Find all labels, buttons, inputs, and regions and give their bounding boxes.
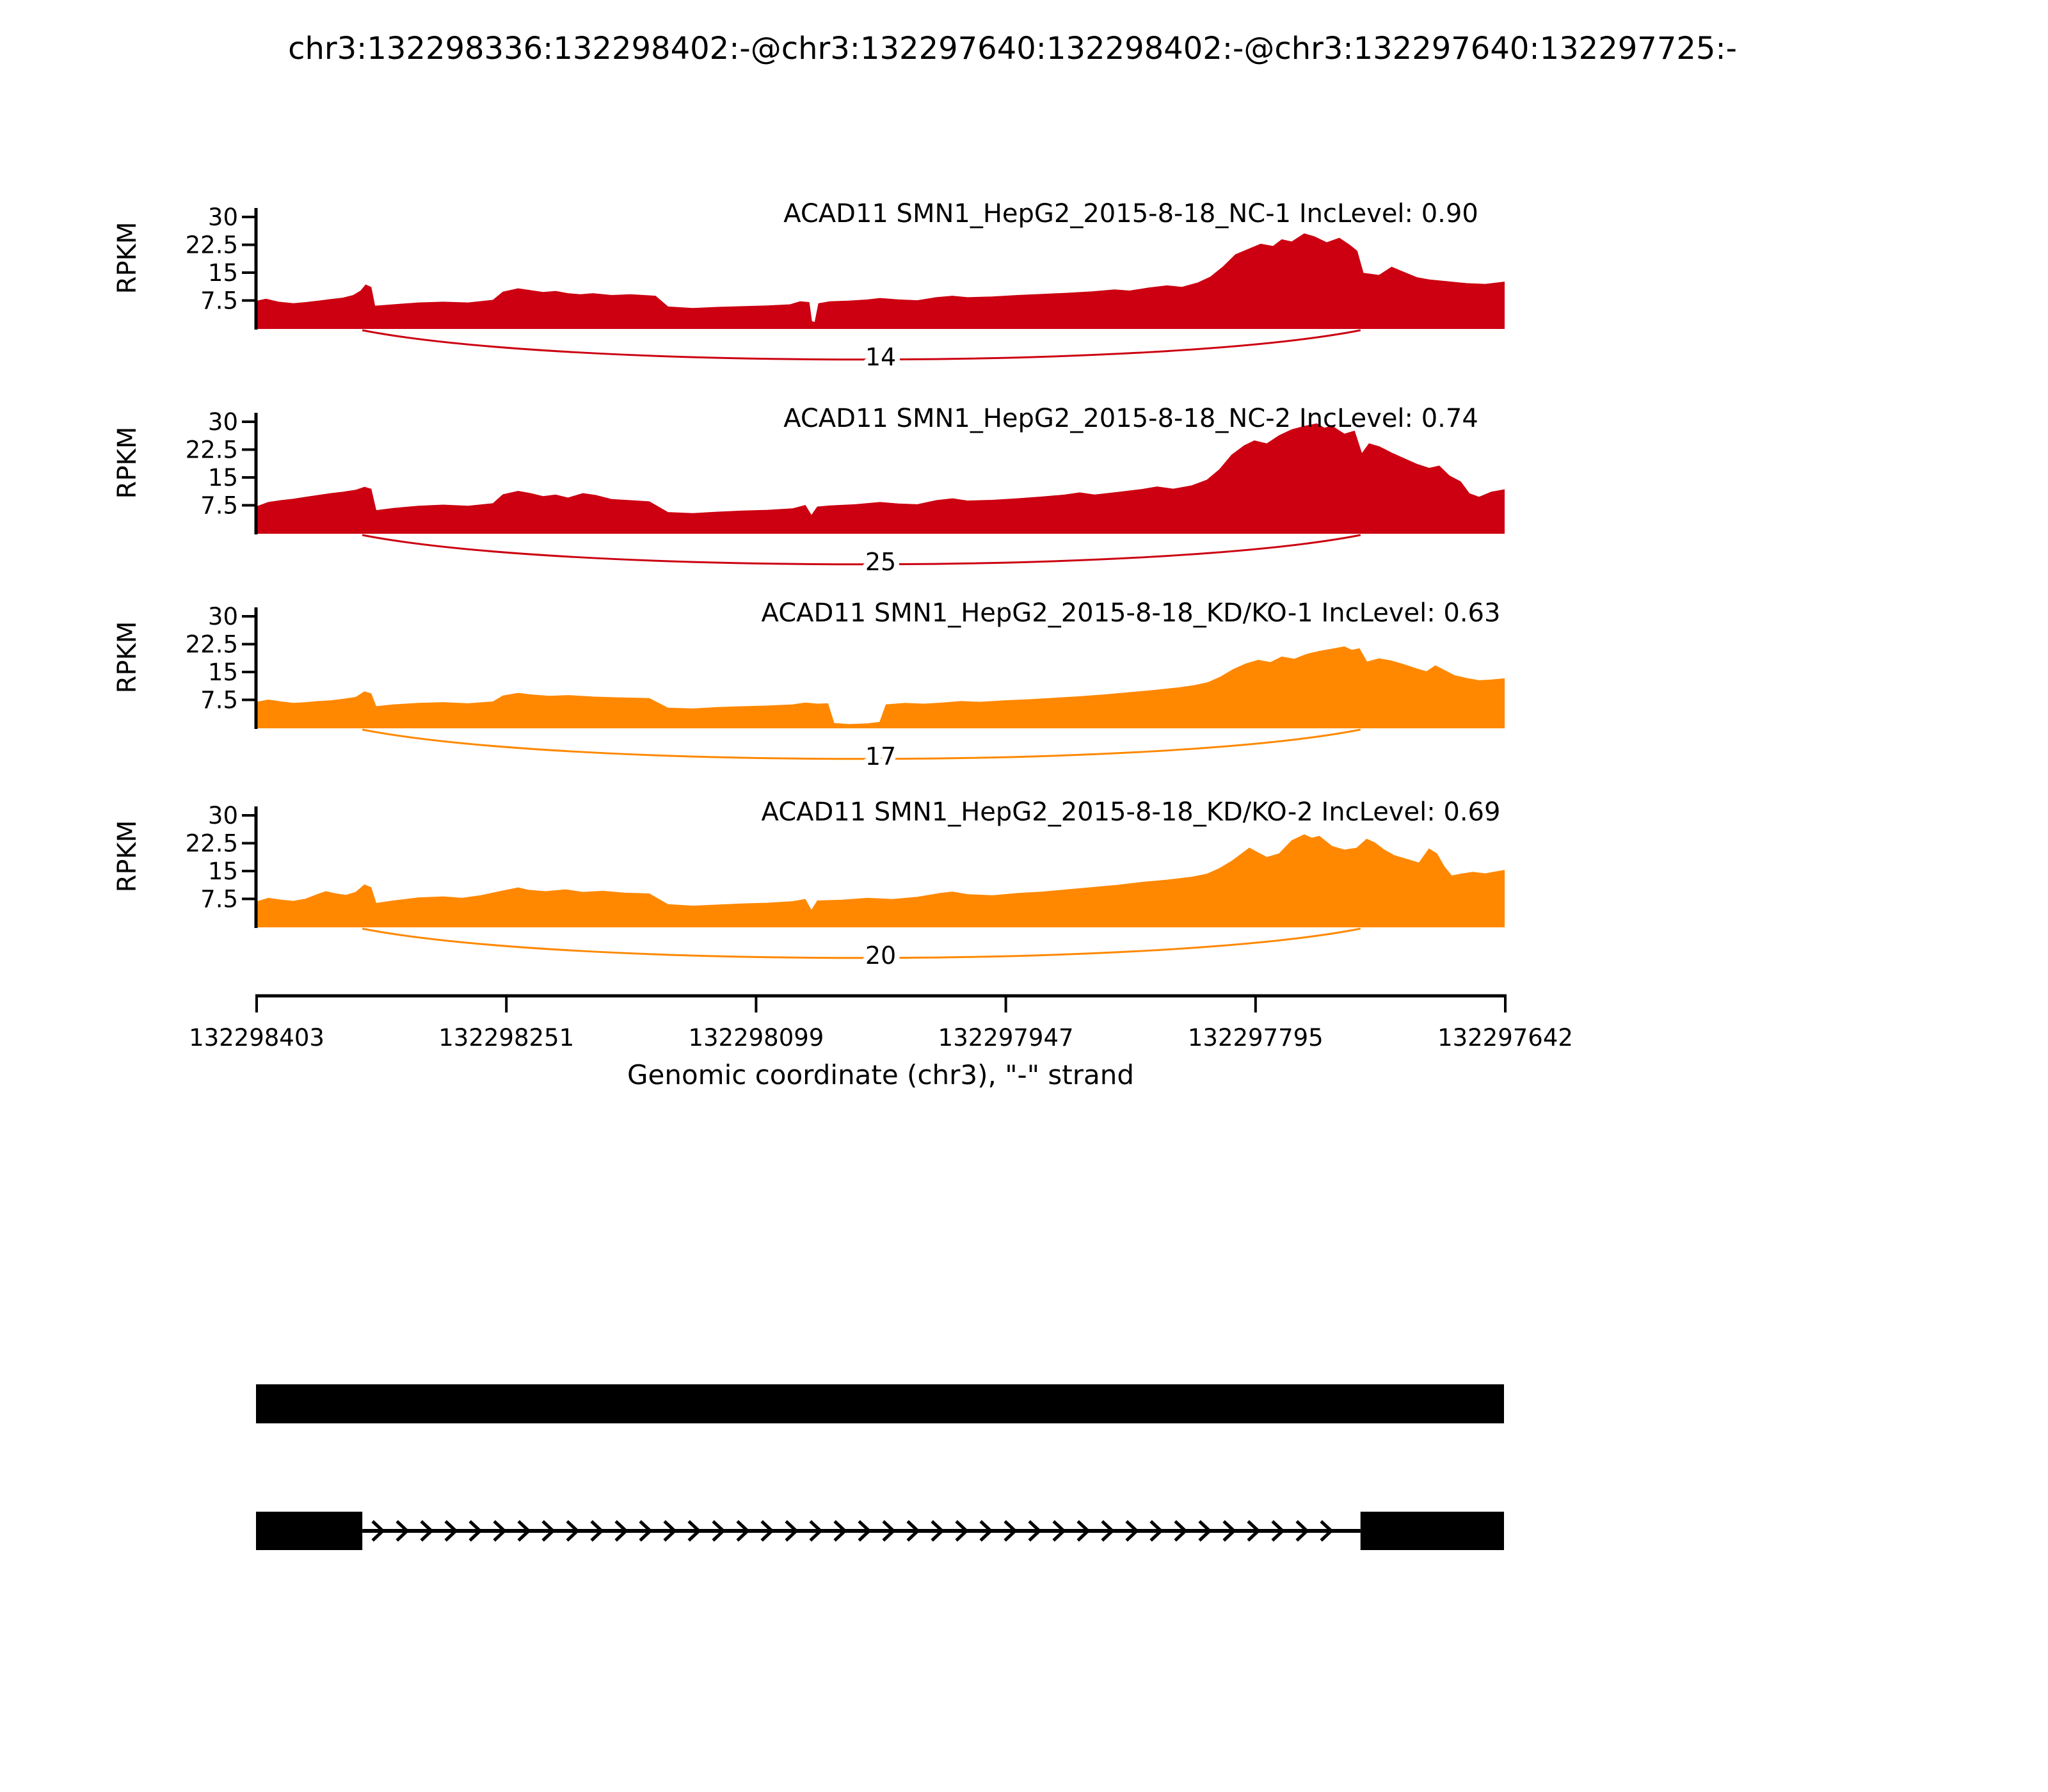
x-tick-label: 132297795 [1187,1024,1324,1052]
y-tick-label: 15 [207,259,238,287]
y-axis [186,603,256,729]
y-axis [186,802,256,928]
y-axis-title: RPKM [113,426,142,499]
x-tick-label: 132298099 [688,1024,824,1052]
x-tick-label: 132297642 [1437,1024,1573,1052]
track-title: ACAD11 SMN1_HepG2_2015-8-18_KD/KO-2 IncLevel: 0.69 [761,797,1501,827]
generated-plot-content [113,199,1573,1550]
junction-arc [362,730,1361,759]
junction-count-label: 14 [865,343,897,371]
y-tick-label: 30 [207,603,238,630]
coverage-area [256,835,1504,927]
inclusion-isoform-exon [256,1384,1504,1423]
junction-arc [362,330,1361,360]
y-tick-label: 15 [207,659,238,686]
coverage-track-3 [113,598,1504,771]
junction-count-label: 20 [865,941,897,970]
y-tick-label: 22.5 [185,829,238,858]
track-title: ACAD11 SMN1_HepG2_2015-8-18_KD/KO-1 IncLevel: 0.63 [761,598,1501,628]
y-tick-label: 22.5 [185,231,238,259]
y-axis-title: RPKM [113,621,142,694]
coverage-area [256,424,1504,534]
y-axis-title: RPKM [113,221,142,294]
y-tick-label: 30 [207,408,238,436]
y-tick-label: 15 [207,858,238,885]
coverage-area [256,234,1504,328]
y-tick-label: 7.5 [200,492,238,520]
junction-count-label: 17 [865,742,897,771]
track-title: ACAD11 SMN1_HepG2_2015-8-18_NC-2 IncLevel: 0.74 [783,404,1478,433]
junction-arc [362,535,1361,564]
y-tick-label: 15 [207,464,238,492]
y-tick-label: 22.5 [185,630,238,659]
x-axis [189,996,1573,1052]
track-title: ACAD11 SMN1_HepG2_2015-8-18_NC-1 IncLevel: 0.90 [783,199,1478,228]
junction-arc [362,929,1361,958]
y-tick-label: 22.5 [185,436,238,464]
skipping-isoform-exon [1361,1512,1504,1550]
y-tick-label: 7.5 [200,686,238,714]
junction-count-label: 25 [865,548,897,576]
x-tick-label: 132298251 [438,1024,575,1052]
y-axis-title: RPKM [113,820,142,893]
y-axis [186,408,256,534]
x-tick-label: 132297947 [938,1024,1074,1052]
y-tick-label: 30 [207,204,238,231]
y-tick-label: 7.5 [200,885,238,913]
skipping-isoform-exon [256,1512,362,1550]
figure-title: chr3:132298336:132298402:-@chr3:132297640:132298402:-@chr3:132297640:132297725:- [288,31,1737,67]
gene-annotation [256,1384,1504,1550]
coverage-area [256,647,1504,728]
y-tick-label: 30 [207,802,238,829]
y-tick-label: 7.5 [200,287,238,315]
x-axis-label: Genomic coordinate (chr3), "-" strand [627,1059,1135,1091]
coverage-track-2 [113,404,1504,576]
x-tick-label: 132298403 [189,1024,324,1052]
coverage-track-1 [113,199,1504,371]
y-axis [186,204,256,330]
coverage-track-4 [113,797,1504,970]
